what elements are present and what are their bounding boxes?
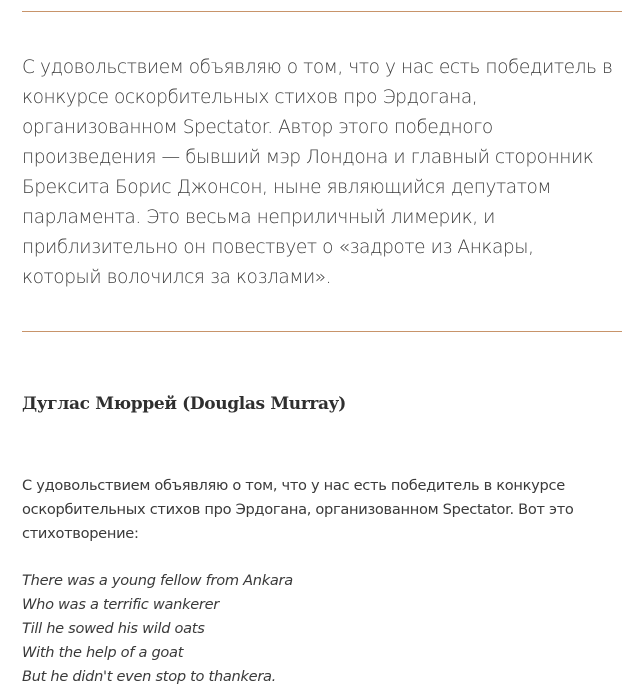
limerick-poem: [22, 569, 293, 689]
body-line: оскорбительных стихов про Эрдогана, организованном Spectator. Вот это: [22, 501, 574, 518]
top-divider: [22, 11, 622, 12]
poem-line: But he didn't even stop to thankera.: [22, 668, 276, 685]
lead-line: приблизительно он повествует о «задроте из Анкары,: [22, 237, 534, 258]
lead-line: который волочился за козлами».: [22, 267, 332, 288]
poem-line: Who was a terrific wankerer: [22, 596, 219, 613]
body-line: стихотворение:: [22, 525, 139, 542]
poem-line: With the help of a goat: [22, 644, 184, 661]
body-paragraph: [22, 474, 574, 546]
lead-line: произведения — бывший мэр Лондона и главный сторонник: [22, 147, 594, 168]
lead-line: парламента. Это весьма неприличный лимерик, и: [22, 207, 495, 228]
poem-line: There was a young fellow from Ankara: [22, 572, 293, 589]
lead-line: конкурсе оскорбительных стихов про Эрдогана,: [22, 87, 478, 108]
section-divider: [22, 331, 622, 332]
lead-line: Брексита Борис Джонсон, ныне являющийся депутатом: [22, 177, 551, 198]
poem-line: Till he sowed his wild oats: [22, 620, 205, 637]
lead-line: С удовольствием объявляю о том, что у нас есть победитель в: [22, 57, 613, 78]
body-line: С удовольствием объявляю о том, что у нас есть победитель в конкурсе: [22, 477, 565, 494]
author-heading: Дуглас Мюррей (Douglas Murray): [22, 394, 346, 414]
lead-paragraph: [22, 53, 627, 293]
lead-line: организованном Spectator. Автор этого победного: [22, 117, 493, 138]
